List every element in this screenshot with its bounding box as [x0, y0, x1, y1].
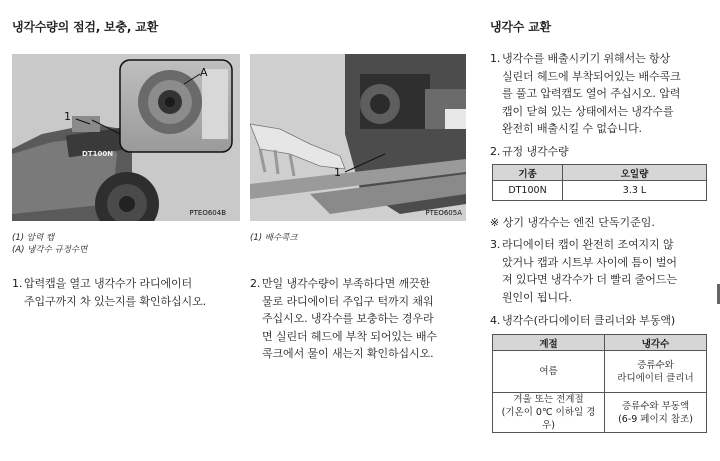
- step-line: 캡이 닫혀 있는 상태에서는 냉각수를: [502, 104, 674, 118]
- step-line: 냉각수를 배출시키기 위해서는 항상: [502, 52, 671, 65]
- table-cell-coolant: [605, 351, 707, 393]
- step-line: 라디에이터 캡이 완전히 조여지지 않: [502, 238, 674, 251]
- caption-line: (1) 압력 캡: [12, 233, 55, 243]
- table-header: 계절: [493, 335, 605, 351]
- left-section-title: 냉각수량의 점검, 보충, 교환: [12, 20, 158, 34]
- cell-line: (기온이 0℃ 이하일 경우): [501, 407, 596, 431]
- engine-illustration: [12, 54, 240, 221]
- step-1-right: [490, 50, 712, 138]
- cell-line: 증류수와 부동액: [621, 400, 690, 412]
- step-4-right: [490, 312, 718, 330]
- step-number: 2.: [250, 277, 261, 290]
- cell-line: 라디에이터 클리너: [617, 372, 694, 384]
- step-2-right: [490, 143, 712, 161]
- step-number: 2.: [490, 145, 501, 158]
- step-1-left: [12, 275, 244, 310]
- step-line: 물로 라디에이터 주입구 턱까지 채워: [262, 294, 434, 308]
- step-line: 았거나 캡과 시트부 사이에 틈이 벌어: [502, 255, 677, 269]
- step-3-right: [490, 236, 712, 306]
- caption-left: [12, 232, 87, 256]
- photo-code-middle: PTEO605A: [425, 209, 462, 217]
- callout-1: 1: [334, 166, 341, 179]
- caption-line: (A) 냉각수 규정수면: [12, 245, 88, 255]
- note-text: ※ 상기 냉각수는 엔진 단독기준임.: [490, 216, 655, 229]
- engine-model-label: DT100N: [82, 150, 114, 158]
- photo-code-left: PTEO604B: [189, 209, 226, 217]
- drain-cock-illustration: [250, 54, 466, 221]
- table-cell: 3.3 L: [563, 181, 707, 201]
- step-number: 4.: [490, 314, 501, 327]
- step-line: 면 실린더 헤드에 부착 되어있는 배수: [262, 329, 437, 343]
- step-number: 1.: [490, 52, 501, 65]
- table-header: 냉각수: [605, 335, 707, 351]
- table-header: 오일량: [563, 165, 707, 181]
- cell-line: 겨울 또는 전계절: [513, 394, 584, 405]
- table-cell: DT100N: [493, 181, 563, 201]
- step-line: 져 있다면 냉각수가 더 빨리 줄어드는: [502, 273, 677, 286]
- callout-a: A: [200, 66, 208, 79]
- step-number: 1.: [12, 277, 23, 290]
- step-line: 를 풀고 압력캡도 열어 주십시오. 압력: [502, 87, 681, 100]
- step-line: 만일 냉각수량이 부족하다면 깨끗한: [262, 277, 431, 290]
- engine-photo-middle: [250, 54, 466, 221]
- cell-line: 증류수와: [637, 359, 674, 371]
- cell-line: (6-9 페이지 참조): [618, 413, 693, 425]
- caption-line: (1) 배수콕크: [250, 233, 298, 243]
- step-line: 완전히 배출시킬 수 없습니다.: [502, 122, 642, 135]
- table-cell-season: [493, 393, 605, 433]
- step-line: 실린더 헤드에 부착되어있는 배수콕크: [502, 69, 681, 83]
- table-cell-coolant: [605, 393, 707, 433]
- step-line: 규정 냉각수량: [502, 145, 569, 158]
- step-line: 주십시오. 냉각수를 보충하는 경우라: [262, 312, 434, 325]
- engine-photo-left: [12, 54, 240, 221]
- coolant-capacity-table: [492, 164, 707, 201]
- table-cell-season: [493, 351, 605, 393]
- step-line: 압력캡을 열고 냉각수가 라디에이터: [24, 277, 193, 290]
- step-line: 원인이 됩니다.: [502, 290, 572, 304]
- step-line: 주입구까지 차 있는지를 확인하십시오.: [24, 294, 207, 308]
- right-section-title: 냉각수 교환: [490, 20, 551, 34]
- table-header: 기종: [493, 165, 563, 181]
- step-line: 냉각수(라디에이터 클리너와 부동액): [502, 314, 676, 327]
- step-line: 콕크에서 물이 새는지 확인하십시오.: [262, 347, 434, 360]
- step-number: 3.: [490, 238, 501, 251]
- step-2-middle: [250, 275, 475, 363]
- coolant-season-table: [492, 334, 707, 433]
- cell-line: 여름: [539, 366, 558, 377]
- caption-middle: [250, 232, 298, 244]
- callout-1: 1: [64, 110, 71, 123]
